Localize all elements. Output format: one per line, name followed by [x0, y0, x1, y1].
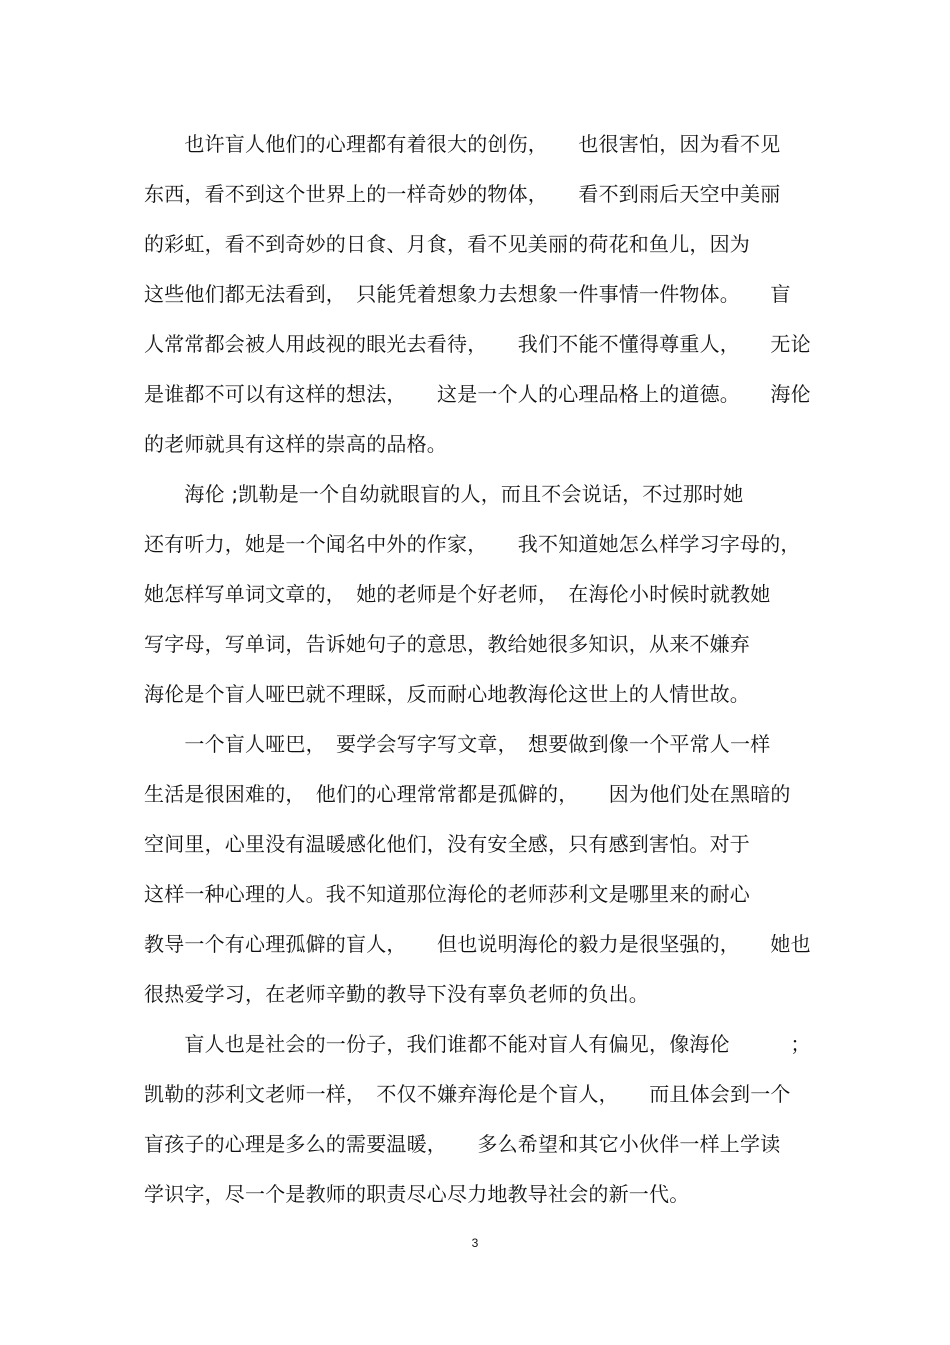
paragraph-3-line-3: 空间里，心里没有温暖感化他们，没有安全感，只有感到害怕。对于	[144, 832, 750, 856]
paragraph-1-line-4: 这些他们都无法看到， 只能凭着想象力去想象一件事情一件物体。 盲	[144, 282, 791, 306]
paragraph-4-line-4: 学识字，尽一个是教师的职责尽心尽力地教导社会的新一代。	[144, 1182, 690, 1206]
paragraph-2-line-5: 海伦是个盲人哑巴就不理睬，反而耐心地教海伦这世上的人情世故。	[144, 682, 750, 706]
paragraph-4-line-1: 盲人也是社会的一份子，我们谁都不能对盲人有偏见，像海伦 ；	[144, 1032, 811, 1056]
paragraph-1-line-3: 的彩虹，看不到奇妙的日食、月食，看不见美丽的荷花和鱼儿，因为	[144, 232, 750, 256]
paragraph-3-line-1: 一个盲人哑巴， 要学会写字写文章， 想要做到像一个平常人一样	[144, 732, 771, 756]
paragraph-2-line-4: 写字母，写单词，告诉她句子的意思，教给她很多知识，从来不嫌弃	[144, 632, 750, 656]
paragraph-2-line-1: 海伦 ;凯勒是一个自幼就眼盲的人，而且不会说话，不过那时她	[144, 482, 744, 506]
paragraph-3-line-2: 生活是很困难的， 他们的心理常常都是孤僻的， 因为他们处在黑暗的	[144, 782, 791, 806]
paragraph-3-line-6: 很热爱学习，在老师辛勤的教导下没有辜负老师的负出。	[144, 982, 649, 1006]
paragraph-3-line-5: 教导一个有心理孤僻的盲人， 但也说明海伦的毅力是很坚强的， 她也	[144, 932, 811, 956]
paragraph-4-line-3: 盲孩子的心理是多么的需要温暖， 多么希望和其它小伙伴一样上学读	[144, 1132, 781, 1156]
paragraph-1-line-5: 人常常都会被人用歧视的眼光去看待， 我们不能不懂得尊重人， 无论	[144, 332, 811, 356]
paragraph-1-line-6: 是谁都不可以有这样的想法， 这是一个人的心理品格上的道德。 海伦	[144, 382, 811, 406]
paragraph-2-line-2: 还有听力，她是一个闻名中外的作家， 我不知道她怎么样学习字母的，	[144, 532, 801, 556]
page-number: 3	[471, 1236, 479, 1250]
paragraph-1-line-2: 东西，看不到这个世界上的一样奇妙的物体， 看不到雨后天空中美丽	[144, 182, 781, 206]
paragraph-1-line-1: 也许盲人他们的心理都有着很大的创伤， 也很害怕，因为看不见	[144, 132, 781, 156]
paragraph-3-line-4: 这样一种心理的人。我不知道那位海伦的老师莎利文是哪里来的耐心	[144, 882, 750, 906]
paragraph-2-line-3: 她怎样写单词文章的， 她的老师是个好老师， 在海伦小时候时就教她	[144, 582, 771, 606]
paragraph-4-line-2: 凯勒的莎利文老师一样， 不仅不嫌弃海伦是个盲人， 而且体会到一个	[144, 1082, 791, 1106]
paragraph-1-line-7: 的老师就具有这样的崇高的品格。	[144, 432, 447, 456]
